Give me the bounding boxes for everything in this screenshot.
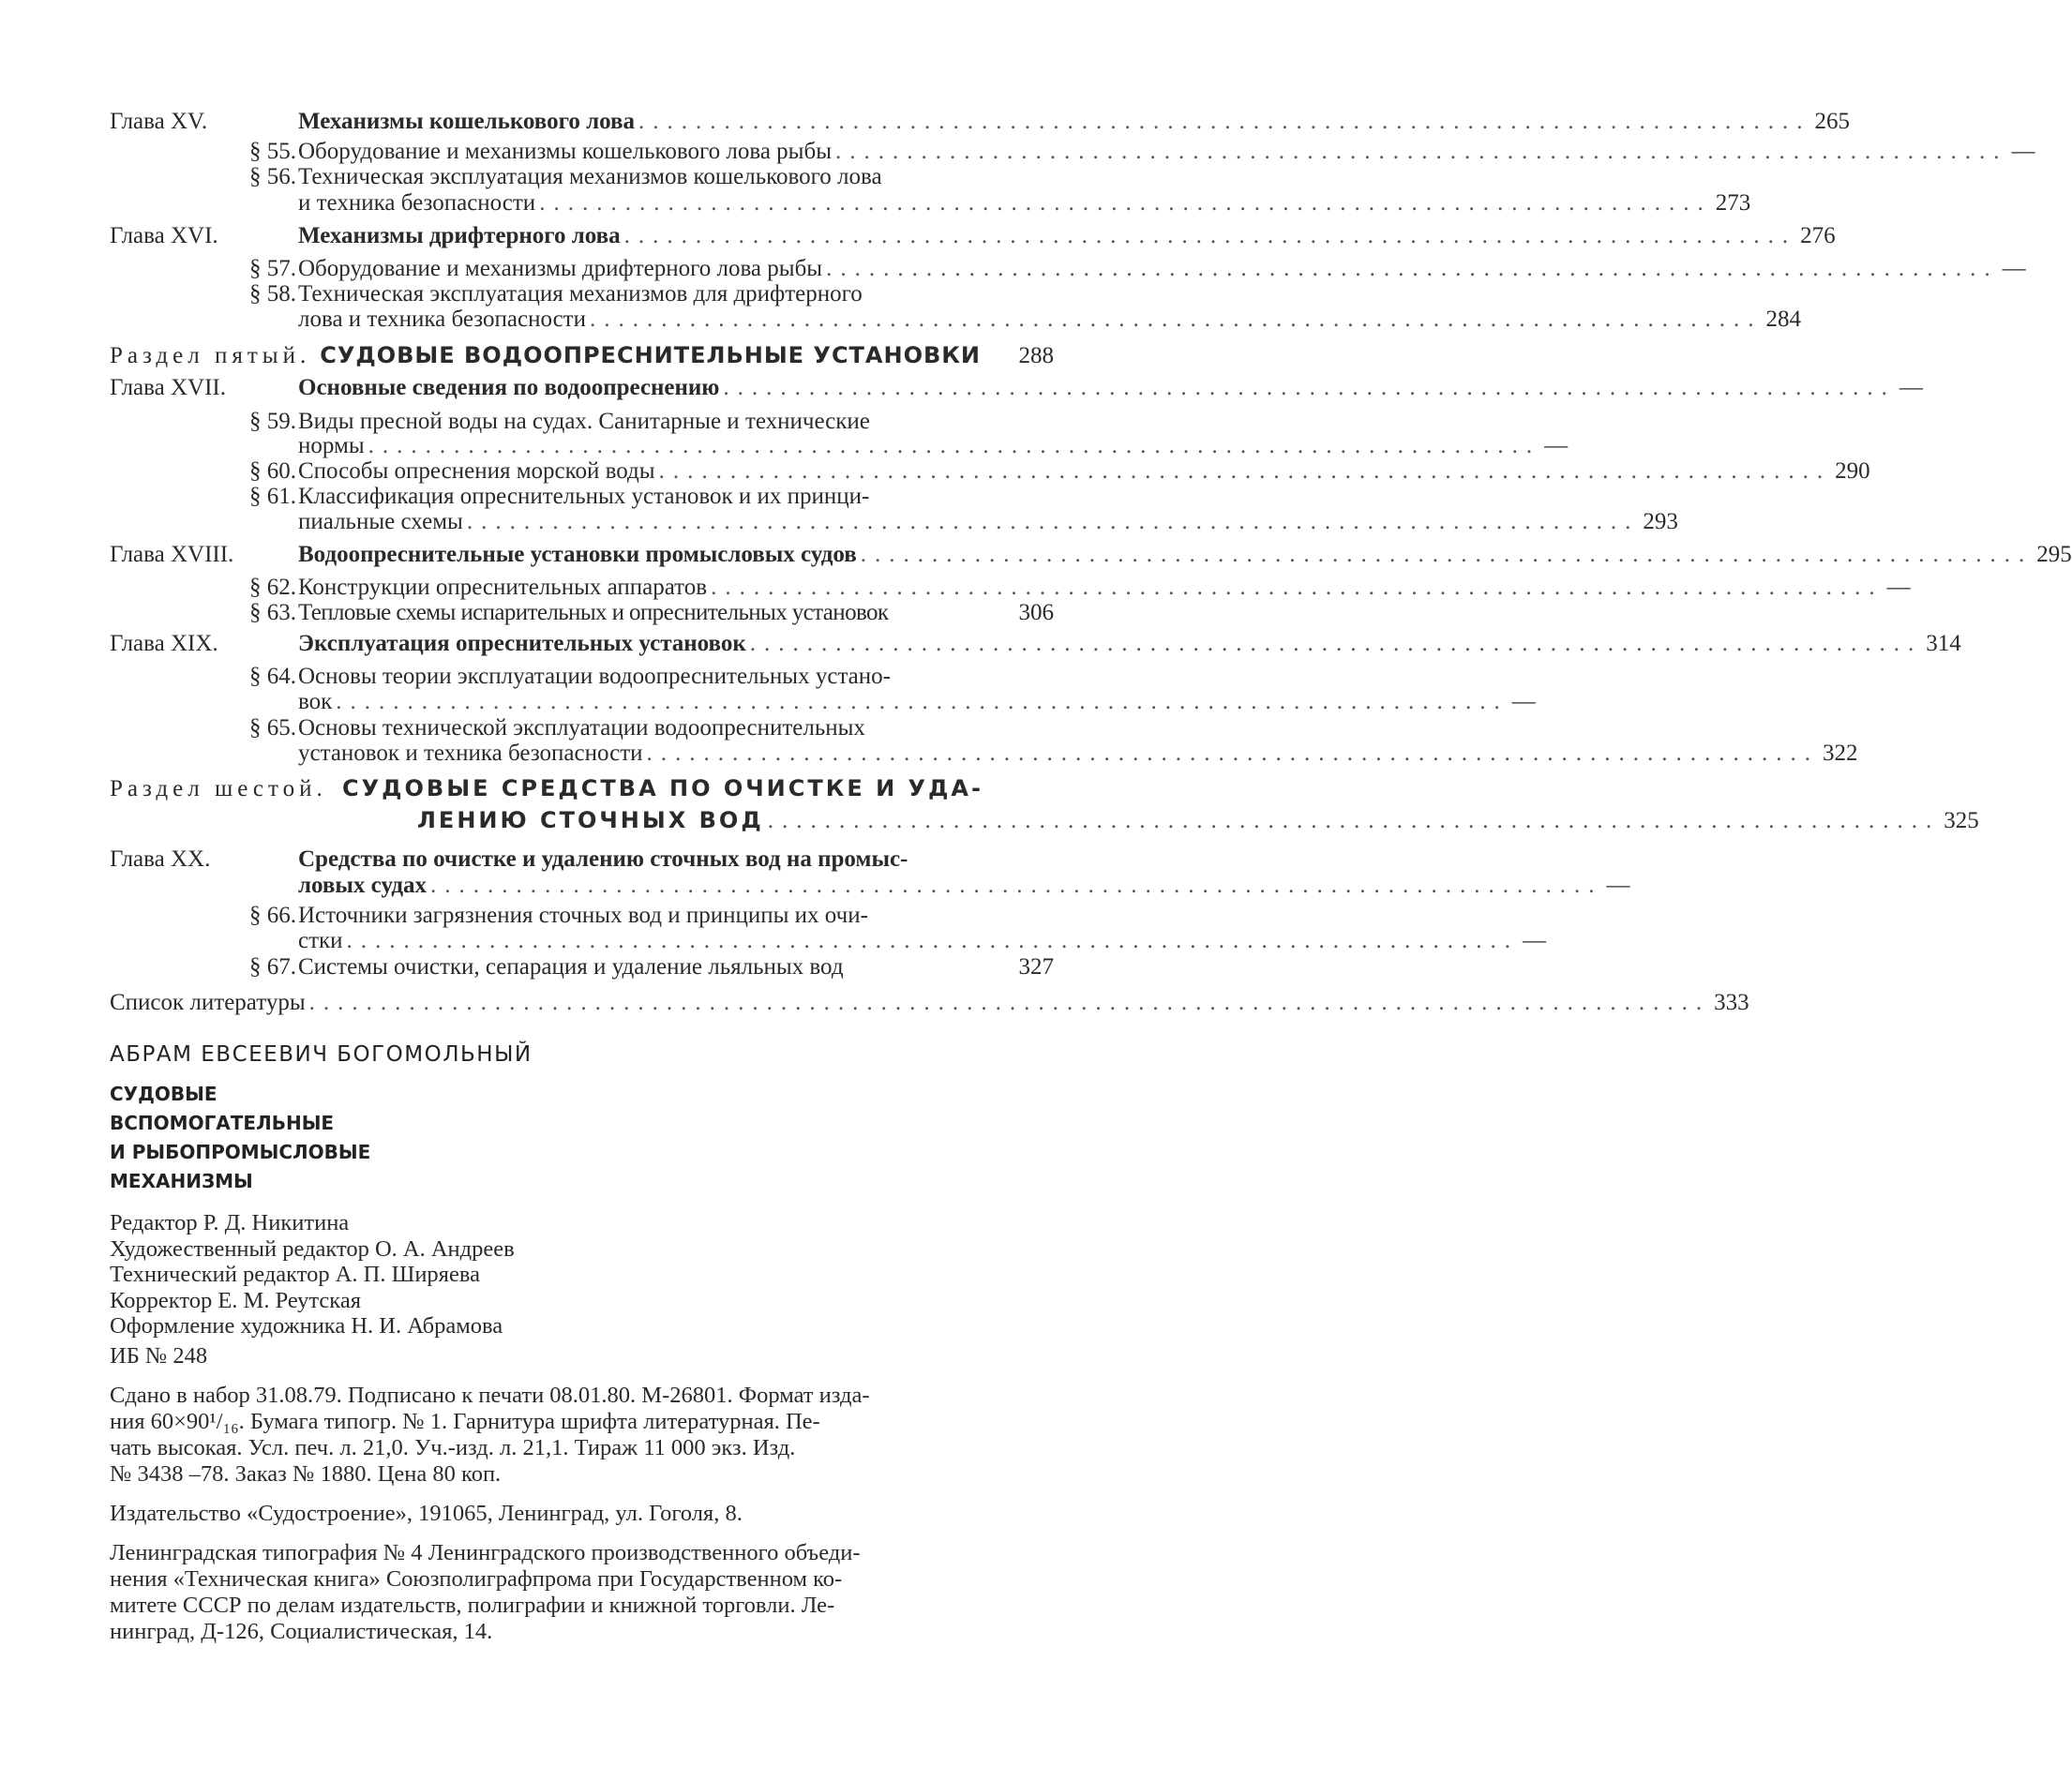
section-5-entry bbox=[110, 342, 1054, 369]
paragraph-59-title-line1: Виды пресной воды на судах. Санитарные и технические bbox=[298, 409, 870, 434]
paragraph-60-title: Способы опреснения морской воды bbox=[298, 458, 655, 484]
literature-page: 333 bbox=[1714, 990, 1749, 1015]
paragraph-65-label: § 65. bbox=[249, 715, 296, 741]
paragraph-64-label: § 64. bbox=[249, 664, 296, 689]
chapter-19-label: Глава XIX. bbox=[110, 631, 218, 656]
paragraph-62-label: § 62. bbox=[249, 575, 296, 600]
printer-info bbox=[110, 1540, 1053, 1645]
print-info-line: № 3438 –78. Заказ № 1880. Цена 80 коп. bbox=[110, 1461, 502, 1487]
book-title-line: ВСПОМОГАТЕЛЬНЫЕ bbox=[110, 1112, 335, 1134]
chapter-16-page: 276 bbox=[1800, 223, 1836, 248]
chapter-16-entry bbox=[298, 223, 1836, 249]
paragraph-60-label: § 60. bbox=[249, 458, 296, 484]
section-6-page: 325 bbox=[1944, 808, 1979, 833]
section-6-title-line1: СУДОВЫЕ СРЕДСТВА ПО ОЧИСТКЕ И УДА- bbox=[342, 775, 983, 801]
leader-dots: .................................................................................. bbox=[723, 375, 1896, 400]
paragraph-61-title-line1: Классификация опреснительных установок и их принци- bbox=[298, 484, 870, 509]
chapter-15-page: 265 bbox=[1814, 109, 1851, 134]
chapter-17-entry bbox=[298, 375, 1923, 401]
chapter-20-page: — bbox=[1606, 873, 1630, 898]
leader-dots: .................................................................................................. bbox=[308, 990, 1711, 1015]
section-6-title-line2: ЛЕНИЮ СТОЧНЫХ ВОД bbox=[417, 807, 764, 833]
paragraph-59-title-line2: нормы bbox=[298, 433, 365, 458]
print-info-line: чать высокая. Усл. печ. л. 21,0. Уч.-изд. л. 21,1. Тираж 11 000 экз. Изд. bbox=[110, 1435, 796, 1460]
section-5-title: СУДОВЫЕ ВОДООПРЕСНИТЕЛЬНЫЕ УСТАНОВКИ bbox=[320, 342, 981, 368]
leader-dots: .................................................................................. bbox=[646, 741, 1820, 766]
chapter-20-title-line1: Средства по очистке и удалению сточных вод на промыс- bbox=[298, 846, 908, 872]
leader-dots: .................................................................................. bbox=[638, 109, 1811, 134]
paragraph-59-page: — bbox=[1544, 433, 1569, 458]
publisher-address: Издательство «Судостроение», 191065, Ленинград, ул. Гоголя, 8. bbox=[110, 1501, 743, 1526]
chapter-17-title: Основные сведения по водоопреснению bbox=[298, 375, 720, 400]
section-5-page: 288 bbox=[1018, 343, 1054, 368]
paragraph-67-title: Системы очистки, сепарация и удаление льяльных вод bbox=[298, 954, 844, 980]
printer-info-line: митете СССР по делам издательств, полиграфии и книжной торговли. Ле- bbox=[110, 1593, 835, 1618]
section-6-entry bbox=[417, 806, 1979, 835]
paragraph-55-entry bbox=[298, 139, 2035, 165]
paragraph-62-title: Конструкции опреснительных аппаратов bbox=[298, 575, 708, 600]
paragraph-60-entry bbox=[298, 458, 1870, 485]
paragraph-64-entry bbox=[298, 689, 1536, 715]
paragraph-63-entry bbox=[298, 600, 1054, 626]
chapter-15-entry bbox=[298, 109, 1851, 135]
leader-dots: .................................................................................. bbox=[835, 139, 2008, 164]
paragraph-63-label: § 63. bbox=[249, 600, 296, 625]
paragraph-61-entry bbox=[298, 509, 1678, 535]
chapter-20-entry bbox=[298, 873, 1630, 899]
paragraph-65-title-line2: установок и техника безопасности bbox=[298, 741, 643, 766]
book-title-line: СУДОВЫЕ bbox=[110, 1083, 218, 1105]
paragraph-64-title-line2: вок bbox=[298, 689, 333, 714]
paragraph-62-page: — bbox=[1886, 575, 1911, 600]
book-title-line: И РЫБОПРОМЫСЛОВЫЕ bbox=[110, 1141, 371, 1163]
section-6-heading bbox=[110, 774, 983, 803]
literature-title: Список литературы bbox=[110, 990, 306, 1015]
printer-info-line: нинград, Д-126, Социалистическая, 14. bbox=[110, 1619, 493, 1644]
section-5-label: Раздел пятый. bbox=[110, 343, 311, 368]
chapter-19-page: 314 bbox=[1926, 631, 1961, 656]
paragraph-63-title: Тепловые схемы испарительных и опреснительных установок bbox=[298, 600, 889, 625]
paragraph-65-entry bbox=[298, 741, 1858, 767]
paragraph-66-title-line2: стки bbox=[298, 928, 343, 953]
chapter-15-label: Глава XV. bbox=[110, 109, 208, 134]
chapter-20-title-line2: ловых судах bbox=[298, 873, 428, 898]
print-info-line: Сдано в набор 31.08.79. Подписано к печати 08.01.80. М-26801. Формат изда- bbox=[110, 1383, 870, 1408]
credit-line: Художественный редактор О. А. Андреев bbox=[110, 1235, 515, 1262]
leader-dots: .................................................................................. bbox=[466, 509, 1640, 534]
ib-number: ИБ № 248 bbox=[110, 1343, 208, 1369]
printer-info-line: нения «Техническая книга» Союзполиграфпрома при Государственном ко- bbox=[110, 1566, 843, 1592]
paragraph-58-entry bbox=[298, 307, 1801, 333]
chapter-16-title: Механизмы дрифтерного лова bbox=[298, 223, 621, 248]
leader-dots: .................................................................................. bbox=[749, 631, 1923, 656]
leader-dots: .................................................................................. bbox=[368, 433, 1541, 458]
paragraph-61-label: § 61. bbox=[249, 484, 296, 509]
book-title bbox=[110, 1080, 370, 1196]
paragraph-59-label: § 59. bbox=[249, 409, 296, 434]
leader-dots: .................................................................................. bbox=[658, 458, 1832, 484]
paragraph-55-label: § 55. bbox=[249, 139, 296, 164]
literature-entry bbox=[110, 990, 1749, 1016]
print-info bbox=[110, 1383, 1053, 1488]
chapter-17-page: — bbox=[1899, 375, 1923, 400]
paragraph-67-entry bbox=[298, 954, 1054, 980]
printer-info-line: Ленинградская типография № 4 Ленинградского производственного объеди- bbox=[110, 1540, 861, 1565]
paragraph-63-page: 306 bbox=[1018, 600, 1054, 625]
chapter-15-title: Механизмы кошелькового лова bbox=[298, 109, 636, 134]
leader-dots: .................................................................................. bbox=[539, 190, 1712, 216]
paragraph-67-label: § 67. bbox=[249, 954, 296, 980]
paragraph-57-title: Оборудование и механизмы дрифтерного лова рыбы bbox=[298, 256, 823, 281]
print-info-line: ния 60×90¹/₁₆. Бумага типогр. № 1. Гарнитура шрифта литературная. Пе- bbox=[110, 1409, 820, 1434]
chapter-19-title: Эксплуатация опреснительных установок bbox=[298, 631, 746, 656]
chapter-17-label: Глава XVII. bbox=[110, 375, 226, 400]
paragraph-58-label: § 58. bbox=[249, 281, 296, 307]
author-name: АБРАМ ЕВСЕЕВИЧ БОГОМОЛЬНЫЙ bbox=[110, 1042, 533, 1067]
chapter-16-label: Глава XVI. bbox=[110, 223, 218, 248]
section-6-label: Раздел шестой. bbox=[110, 776, 327, 801]
paragraph-59-entry bbox=[298, 433, 1569, 459]
paragraph-66-page: — bbox=[1523, 928, 1547, 953]
credit-line: Технический редактор А. П. Ширяева bbox=[110, 1262, 480, 1287]
paragraph-62-entry bbox=[298, 575, 1911, 601]
paragraph-61-title-line2: пиальные схемы bbox=[298, 509, 463, 534]
paragraph-57-label: § 57. bbox=[249, 256, 296, 281]
chapter-19-entry bbox=[298, 631, 1961, 657]
chapter-18-label: Глава XVIII. bbox=[110, 542, 234, 567]
paragraph-57-entry bbox=[298, 256, 2026, 282]
paragraph-58-page: 284 bbox=[1765, 307, 1801, 332]
paragraph-67-page: 327 bbox=[1018, 954, 1054, 980]
paragraph-55-title: Оборудование и механизмы кошелькового лова рыбы bbox=[298, 139, 832, 164]
paragraph-64-page: — bbox=[1511, 689, 1536, 714]
paragraph-56-entry bbox=[298, 190, 1751, 217]
leader-dots: .................................................................................. bbox=[346, 928, 1520, 953]
paragraph-56-title-line2: и техника безопасности bbox=[298, 190, 536, 216]
chapter-18-page: 295 bbox=[2036, 542, 2072, 567]
leader-dots: .................................................................................. bbox=[860, 542, 2034, 567]
chapter-20-label: Глава XX. bbox=[110, 846, 211, 872]
chapter-18-entry bbox=[298, 542, 2072, 568]
paragraph-56-title-line1: Техническая эксплуатация механизмов кошелькового лова bbox=[298, 164, 882, 189]
paragraph-66-title-line1: Источники загрязнения сточных вод и принципы их очи- bbox=[298, 903, 868, 928]
paragraph-61-page: 293 bbox=[1643, 509, 1678, 534]
leader-dots: .................................................................................. bbox=[826, 256, 1999, 281]
chapter-18-title: Водоопреснительные установки промысловых судов bbox=[298, 542, 857, 567]
paragraph-65-title-line1: Основы технической эксплуатации водоопреснительных bbox=[298, 715, 865, 741]
leader-dots: .................................................................................. bbox=[623, 223, 1797, 248]
leader-dots: .................................................................................. bbox=[336, 689, 1509, 714]
leader-dots: .................................................................................. bbox=[767, 808, 1941, 833]
paragraph-55-page: — bbox=[2011, 139, 2035, 164]
credit-line: Корректор Е. М. Реутская bbox=[110, 1287, 361, 1313]
paragraph-65-page: 322 bbox=[1823, 741, 1858, 766]
paragraph-57-page: — bbox=[2002, 256, 2026, 281]
paragraph-60-page: 290 bbox=[1835, 458, 1870, 484]
paragraph-64-title-line1: Основы теории эксплуатации водоопреснительных устано- bbox=[298, 664, 891, 689]
paragraph-58-title-line1: Техническая эксплуатация механизмов для дрифтерного bbox=[298, 281, 863, 307]
paragraph-56-page: 273 bbox=[1715, 190, 1751, 216]
paragraph-56-label: § 56. bbox=[249, 164, 296, 189]
credit-line: Редактор Р. Д. Никитина bbox=[110, 1210, 350, 1235]
leader-dots: .................................................................................. bbox=[430, 873, 1603, 898]
paragraph-66-label: § 66. bbox=[249, 903, 296, 928]
book-title-line: МЕХАНИЗМЫ bbox=[110, 1170, 253, 1192]
credit-line: Оформление художника Н. И. Абрамова bbox=[110, 1313, 503, 1339]
paragraph-66-entry bbox=[298, 928, 1547, 954]
leader-dots: .................................................................................. bbox=[711, 575, 1884, 600]
credits-block bbox=[110, 1210, 1053, 1339]
paragraph-58-title-line2: лова и техника безопасности bbox=[298, 307, 586, 332]
leader-dots: .................................................................................. bbox=[589, 307, 1763, 332]
